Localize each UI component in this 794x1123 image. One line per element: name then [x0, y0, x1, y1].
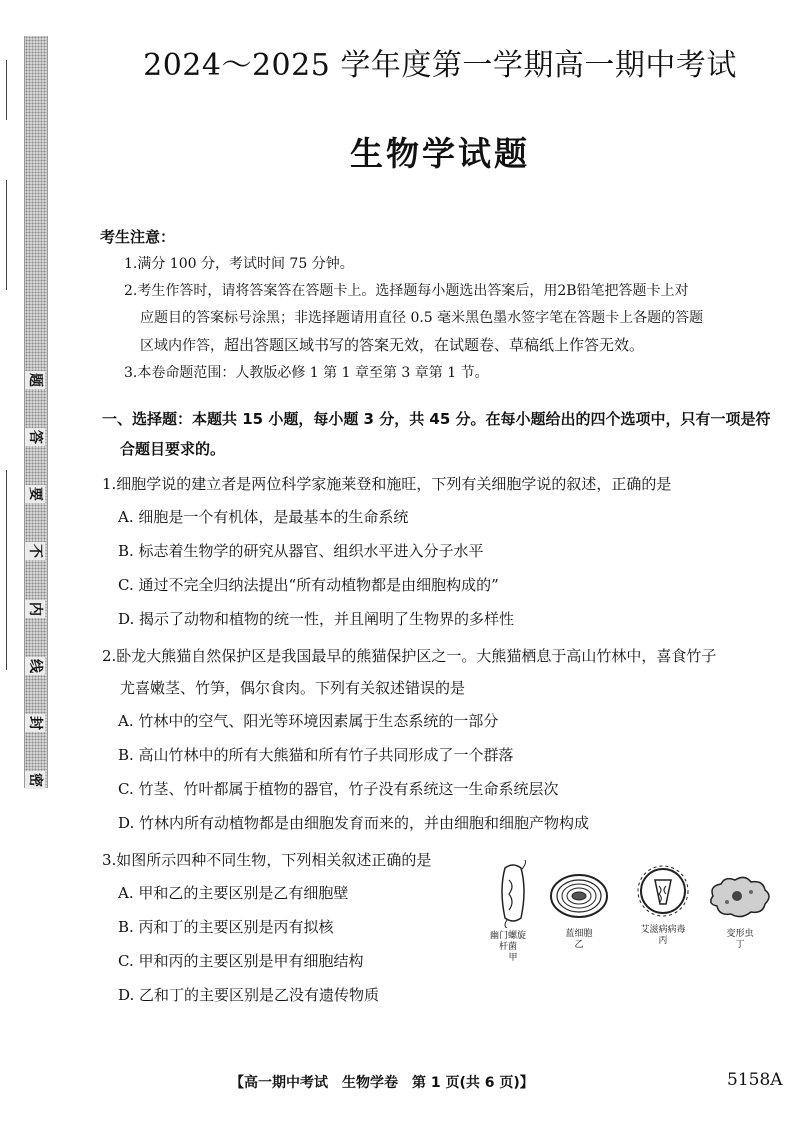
question-stem [102, 640, 782, 704]
question-stem: 3.如图所示四种不同生物，下列相关叙述正确的是 [102, 851, 432, 869]
option-b: B. 高山竹林中的所有大熊猫和所有竹子共同形成了一个群落 [118, 746, 514, 764]
option-b: B. 标志着生物学的研究从器官、组织水平进入分子水平 [118, 542, 484, 560]
binding-char: 要 [27, 487, 43, 502]
notice-item: 3.本卷命题范围：人教版必修 1 第 1 章至第 3 章第 1 节。 [124, 365, 489, 381]
option-b: B. 丙和丁的主要区别是丙有拟核 [118, 918, 334, 936]
binding-char: 线 [27, 658, 43, 673]
virus-icon [632, 860, 694, 922]
notice-item-text [140, 332, 780, 360]
notice-item: 1.满分 100 分，考试时间 75 分钟。 [124, 256, 354, 272]
margin-line [6, 60, 7, 120]
figure-tag: 甲 [508, 953, 518, 963]
organism-figures [488, 860, 778, 980]
option-c: C. 通过不完全归纳法提出“所有动植物都是由细胞构成的” [118, 576, 499, 594]
amoeba-icon [707, 874, 773, 920]
figure-ding [704, 874, 776, 951]
margin-line [6, 180, 7, 290]
figure-tag: 丙 [658, 936, 668, 946]
figure-tag: 乙 [574, 940, 584, 950]
question-stem-line: 尤喜嫩茎、竹笋，偶尔食肉。下列有关叙述错误的是 [120, 679, 466, 697]
notice-item [100, 278, 780, 360]
option-d: D. 揭示了动物和植物的统一性，并且阐明了生物界的多样性 [118, 610, 515, 628]
option-c: C. 甲和丙的主要区别是甲有细胞结构 [118, 952, 364, 970]
figure-yi [546, 872, 612, 951]
figure-name: 蓝细胞 [565, 929, 593, 939]
figure-tag: 丁 [735, 940, 745, 950]
option-a: A. 竹林中的空气、阳光等环境因素属于生态系统的一部分 [118, 712, 499, 730]
notice-item-text: 区域内作答， [140, 338, 224, 354]
option-a: A. 甲和乙的主要区别是乙有细胞壁 [118, 884, 349, 902]
binding-char: 题 [27, 373, 43, 387]
option-a: A. 细胞是一个有机体，是最基本的生命系统 [118, 508, 409, 526]
question-1 [102, 468, 782, 636]
binding-char: 密 [27, 772, 43, 787]
option-d: D. 乙和丁的主要区别是乙没有遗传物质 [118, 986, 380, 1004]
binding-chars [24, 370, 46, 790]
emphasized-warning: 超出答题区域书写的答案无效，在试题卷、草稿纸上作答无效。 [224, 336, 645, 354]
binding-char: 答 [27, 430, 43, 445]
figure-bing [628, 860, 698, 947]
exam-title: 2024～2025 学年度第一学期高一期中考试 [143, 48, 737, 83]
bacterium-icon [495, 860, 531, 928]
question-stem-line: 2.卧龙大熊猫自然保护区是我国最早的熊猫保护区之一。大熊猫栖息于高山竹林中，喜食竹子 [102, 647, 717, 665]
margin-line [6, 470, 7, 670]
paper-code: 5158A [727, 1070, 783, 1090]
notice-item-text: 应题目的答案标号涂黑；非选择题请用直径 0.5 毫米黑色墨水签字笔在答题卡上各题的答题 [140, 310, 704, 326]
page-footer: 【高一期中考试 生物学卷 第 1 页(共 6 页)】 [230, 1075, 534, 1091]
blue-cell-icon [549, 872, 609, 920]
binding-char: 封 [27, 715, 43, 730]
notice-heading: 考生注意： [100, 228, 176, 246]
figure-name: 变形虫 [726, 929, 754, 939]
subject-title: 生物学试题 [350, 134, 530, 173]
section-heading-line: 合题目要求的。 [120, 440, 226, 458]
option-d: D. 竹林内所有动植物都是由细胞发育而来的，并由细胞和细胞产物构成 [118, 814, 590, 832]
section-heading [102, 404, 782, 464]
binding-char: 不 [27, 544, 43, 559]
question-2 [102, 640, 782, 840]
figure-name: 艾滋病病毒 [640, 925, 686, 935]
section-heading-line: 一、选择题：本题共 15 小题，每小题 3 分，共 45 分。在每小题给出的四个选项中，只有一项是符 [102, 410, 771, 428]
question-stem: 1.细胞学说的建立者是两位科学家施莱登和施旺，下列有关细胞学说的叙述，正确的是 [102, 475, 672, 493]
binding-char: 内 [27, 601, 43, 616]
candidate-notice [100, 224, 780, 387]
figure-jia [488, 860, 538, 964]
option-c: C. 竹茎、竹叶都属于植物的器官，竹子没有系统这一生命系统层次 [118, 780, 559, 798]
notice-item-text: 2.考生作答时，请将答案答在答题卡上。选择题每小题选出答案后，用2B铅笔把答题卡上对 [124, 283, 689, 299]
figure-name: 幽门螺旋杆菌 [489, 931, 526, 952]
